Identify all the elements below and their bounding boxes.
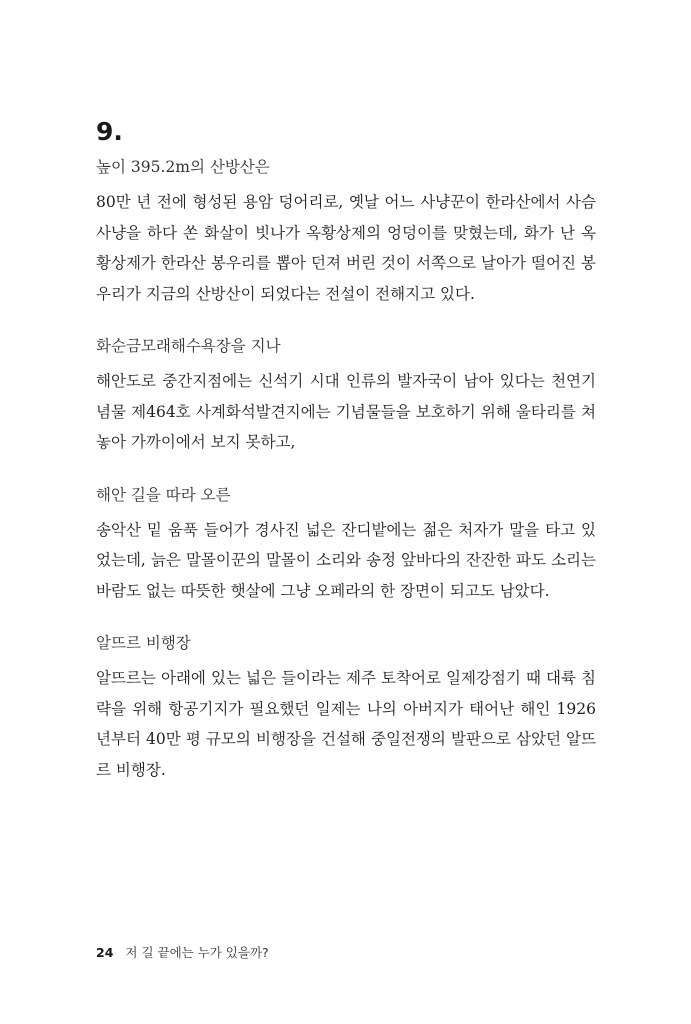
- section-body: 해안도로 중간지점에는 신석기 시대 인류의 발자국이 남아 있다는 천연기념물 제464호 사계화석발견지에는 기념물들을 보호하기 위해 울타리를 쳐 놓아 가까이에서 보지 못하고,: [96, 372, 596, 451]
- section-title: 알뜨르 비행장: [96, 634, 191, 652]
- section-body: 80만 년 전에 형성된 용암 덩어리로, 옛날 어느 사냥꾼이 한라산에서 사슴 사냥을 하다 쏜 화살이 빗나가 옥황상제의 엉덩이를 맞혔는데, 화가 난 옥황상제가 한라산 봉우리를 뽑아 던져 버린 것이 서쪽으로 날아가 떨어진 봉우리가 지금의 산방산이 되었다는 전설이 전해지고 있다.: [96, 193, 596, 303]
- section-title: 화순금모래해수욕장을 지나: [96, 337, 281, 355]
- section-coastal-road: [96, 480, 596, 607]
- page-footer: [96, 943, 269, 961]
- page-content: [96, 152, 596, 785]
- chapter-number: 9.: [96, 117, 123, 146]
- page-number: 24: [96, 945, 114, 960]
- section-sanbangsan: [96, 152, 596, 309]
- section-body: 알뜨르는 아래에 있는 넓은 들이라는 제주 토착어로 일제강점기 때 대륙 침략을 위해 항공기지가 필요했던 일제는 나의 아버지가 태어난 해인 1926년부터 40만 평 규모의 비행장을 건설해 중일전쟁의 발판으로 삼았던 알뜨르 비행장.: [96, 669, 596, 779]
- section-body: 송악산 밑 움푹 들어가 경사진 넓은 잔디밭에는 젊은 처자가 말을 타고 있었는데, 늙은 말몰이꾼의 말몰이 소리와 송정 앞바다의 잔잔한 파도 소리는 바람도 없는 따뜻한 햇살에 그냥 오페라의 한 장면이 되고도 남았다.: [96, 520, 596, 600]
- section-alddreu-airfield: [96, 628, 596, 785]
- section-hwasun-beach: [96, 331, 596, 458]
- section-title: 높이 395.2m의 산방산은: [96, 158, 270, 176]
- section-title: 해안 길을 따라 오른: [96, 485, 231, 504]
- running-title: 저 길 끝에는 누가 있을까?: [125, 945, 269, 960]
